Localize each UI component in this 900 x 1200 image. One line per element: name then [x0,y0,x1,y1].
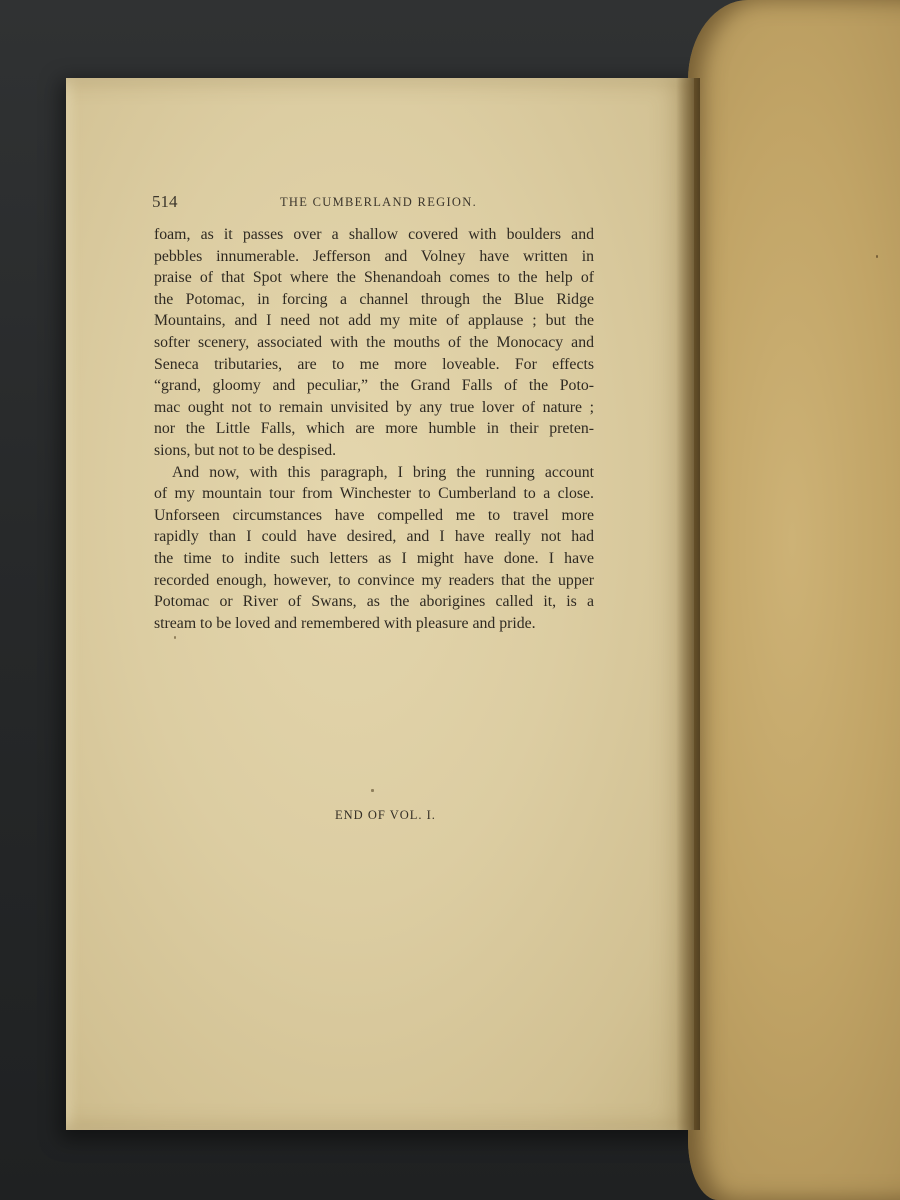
text-line: “grand, gloomy and peculiar,” the Grand Falls of the Poto- [154,377,594,395]
text-line: stream to be loved and remembered with pleasure and pride. [154,614,536,632]
paragraph-2 [154,462,594,635]
text-line: nor the Little Falls, which are more humble in their preten- [154,420,594,438]
text-line: of my mountain tour from Winchester to Cumberland to a close. [154,485,594,503]
running-head: THE CUMBERLAND REGION. [280,195,477,209]
text-line: recorded enough, however, to convince my readers that the upper [154,571,594,589]
text-line: softer scenery, associated with the mouths of the Monocacy and [154,333,594,351]
text-line: the time to indite such letters as I might have done. I have [154,549,594,567]
body-text [154,224,594,634]
text-line: mac ought not to remain unvisited by any true lover of nature ; [154,398,594,416]
text-line: praise of that Spot where the Shenandoah comes to the help of [154,269,594,287]
text-line: And now, with this paragraph, I bring the running account [172,463,594,481]
paragraph-1 [154,224,594,462]
text-line: pebbles innumerable. Jefferson and Volney have written in [154,247,594,265]
text-line: Mountains, and I need not add my mite of applause ; but the [154,312,594,330]
text-line: Potomac or River of Swans, as the aborigines called it, is a [154,593,594,611]
text-line: Unforseen circumstances have compelled me to travel more [154,506,594,524]
page-number: 514 [152,192,178,211]
right-page-edge [688,0,900,1200]
paper-speck [174,636,176,639]
text-line: the Potomac, in forcing a channel through the Blue Ridge [154,290,594,308]
page-header [152,192,602,216]
book-gutter [676,78,700,1130]
end-of-volume-mark: END OF VOL. I. [335,808,436,822]
text-line: rapidly than I could have desired, and I have really not had [154,528,594,546]
text-line: foam, as it passes over a shallow covered with boulders and [154,226,594,243]
paper-speck [876,255,878,258]
text-line: sions, but not to be despised. [154,441,337,459]
paper-speck [371,789,374,792]
text-line: Seneca tributaries, are to me more loveable. For effects [154,355,594,373]
